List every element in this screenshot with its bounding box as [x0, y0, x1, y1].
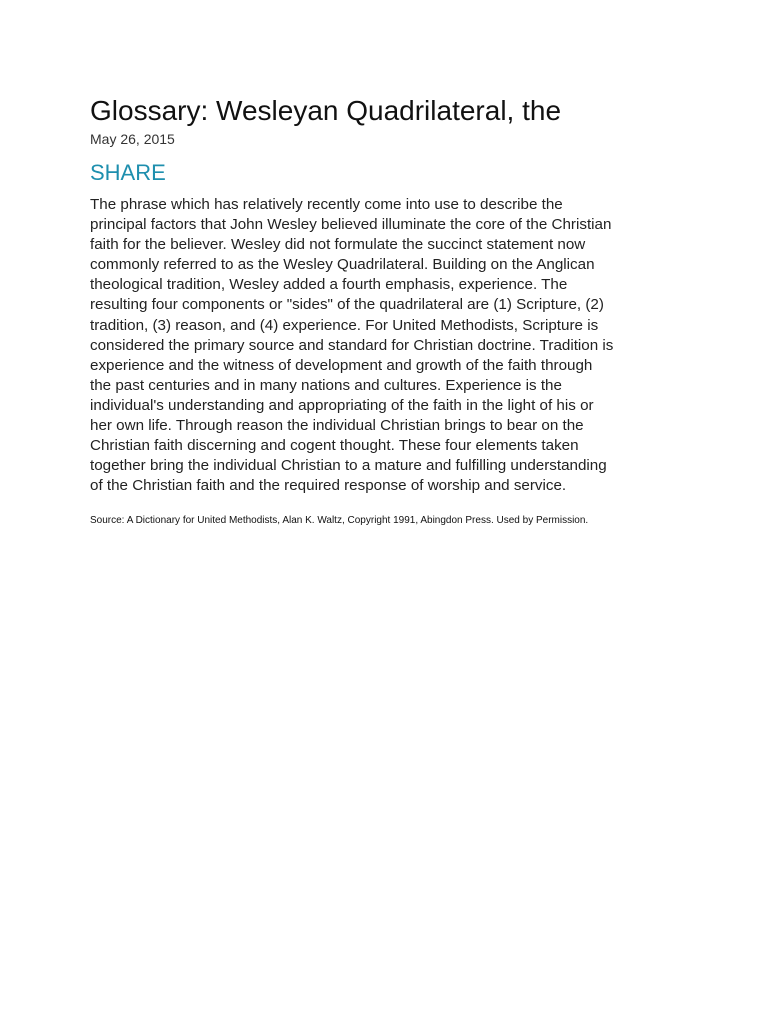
publish-date: May 26, 2015: [90, 131, 175, 147]
body-line: faith for the believer. Wesley did not formulate the succinct statement now: [90, 236, 586, 254]
body-line: principal factors that John Wesley believed illuminate the core of the Christian: [90, 216, 612, 234]
body-line: individual's understanding and appropriating of the faith in the light of his or: [90, 396, 594, 414]
body-line: The phrase which has relatively recently come into use to describe the: [90, 196, 563, 213]
article-body: [90, 195, 682, 496]
body-line: experience and the witness of development and growth of the faith through: [90, 356, 593, 374]
page-title: Glossary: Wesleyan Quadrilateral, the: [90, 95, 562, 126]
body-line: together bring the individual Christian to a mature and fulfilling understanding: [90, 457, 607, 475]
body-line: tradition, (3) reason, and (4) experience. For United Methodists, Scripture is: [90, 316, 599, 334]
body-line: the past centuries and in many nations and cultures. Experience is the: [90, 376, 562, 394]
body-line: Christian faith discerning and cogent thought. These four elements taken: [90, 437, 579, 455]
body-line: theological tradition, Wesley added a fourth emphasis, experience. The: [90, 276, 568, 294]
body-line: considered the primary source and standard for Christian doctrine. Tradition is: [90, 336, 614, 354]
share-link[interactable]: SHARE: [90, 160, 166, 185]
body-line: of the Christian faith and the required response of worship and service.: [90, 477, 567, 495]
body-line: resulting four components or "sides" of the quadrilateral are (1) Scripture, (2): [90, 296, 604, 314]
source-citation: Source: A Dictionary for United Methodists, Alan K. Waltz, Copyright 1991, Abingdon Press. Used by Permission.: [90, 515, 589, 527]
body-line: her own life. Through reason the individual Christian brings to bear on the: [90, 417, 584, 435]
body-line: commonly referred to as the Wesley Quadrilateral. Building on the Anglican: [90, 256, 595, 274]
article: [90, 92, 682, 528]
